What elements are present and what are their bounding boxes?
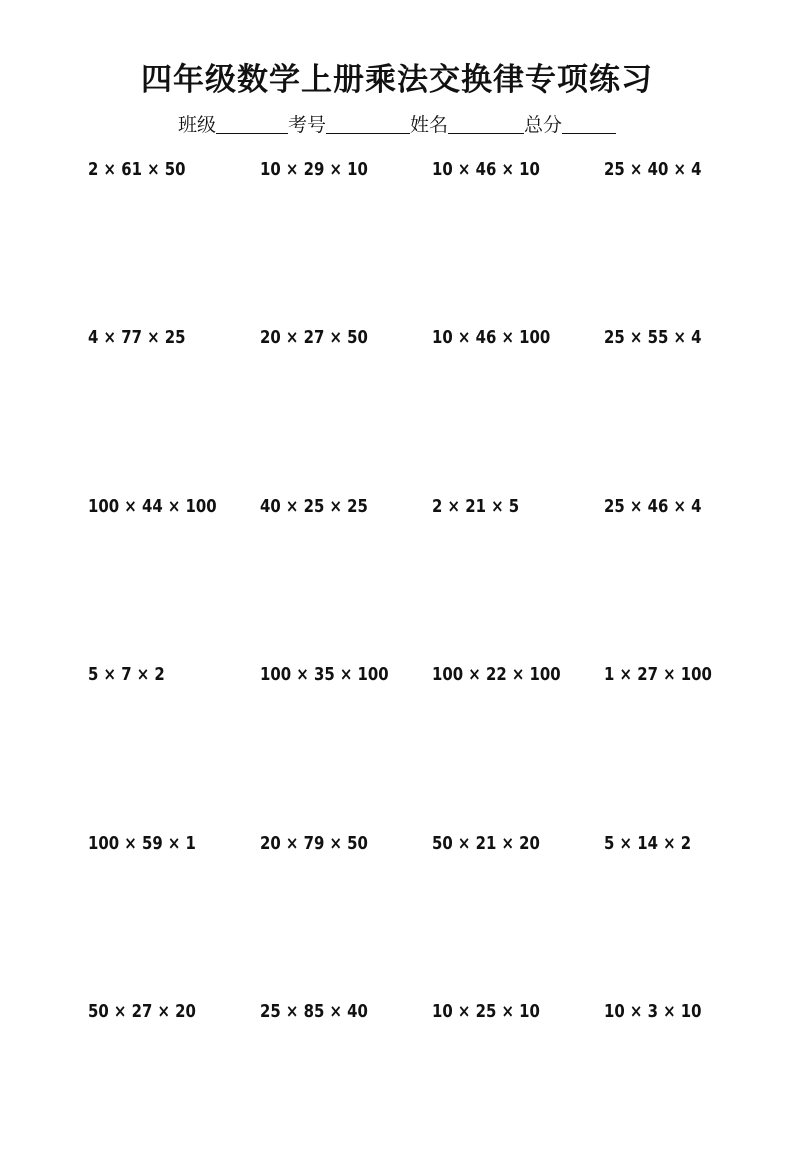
problem: 20 × 79 × 50 xyxy=(260,832,368,854)
problem-grid xyxy=(88,158,768,1168)
problem: 2 × 21 × 5 xyxy=(432,495,520,517)
problem: 25 × 46 × 4 xyxy=(604,495,702,517)
problem: 50 × 21 × 20 xyxy=(432,832,540,854)
score-label: 总分 xyxy=(524,114,563,136)
class-label: 班级 xyxy=(177,114,216,136)
exam-number-blank[interactable] xyxy=(326,113,410,134)
problem: 1 × 27 × 100 xyxy=(604,664,712,686)
student-info-line xyxy=(0,111,794,139)
problem: 25 × 55 × 4 xyxy=(604,327,702,349)
problem: 10 × 25 × 10 xyxy=(432,1000,540,1022)
exam-number-label: 考号 xyxy=(287,114,326,136)
problem: 100 × 22 × 100 xyxy=(432,664,561,686)
problem: 2 × 61 × 50 xyxy=(88,159,186,180)
name-blank[interactable] xyxy=(448,113,524,134)
problem: 4 × 77 × 25 xyxy=(88,327,186,349)
problem: 100 × 35 × 100 xyxy=(260,664,389,686)
problem: 10 × 46 × 10 xyxy=(432,159,540,180)
problem: 100 × 59 × 1 xyxy=(88,832,196,854)
problem: 5 × 14 × 2 xyxy=(604,832,692,854)
problem: 10 × 3 × 10 xyxy=(604,1000,702,1022)
problem: 100 × 44 × 100 xyxy=(88,495,217,517)
class-blank[interactable] xyxy=(216,113,288,134)
worksheet-title: 四年级数学上册乘法交换律专项练习 xyxy=(141,62,653,98)
score-blank[interactable] xyxy=(562,113,616,134)
problem: 25 × 85 × 40 xyxy=(260,1000,368,1022)
problem: 40 × 25 × 25 xyxy=(260,495,368,517)
problem: 25 × 40 × 4 xyxy=(604,159,702,180)
problem: 20 × 27 × 50 xyxy=(260,327,368,349)
problem: 10 × 29 × 10 xyxy=(260,159,368,180)
problem: 5 × 7 × 2 xyxy=(88,664,165,686)
problem: 50 × 27 × 20 xyxy=(88,1000,196,1022)
problem: 10 × 46 × 100 xyxy=(432,327,551,349)
name-label: 姓名 xyxy=(410,114,449,136)
